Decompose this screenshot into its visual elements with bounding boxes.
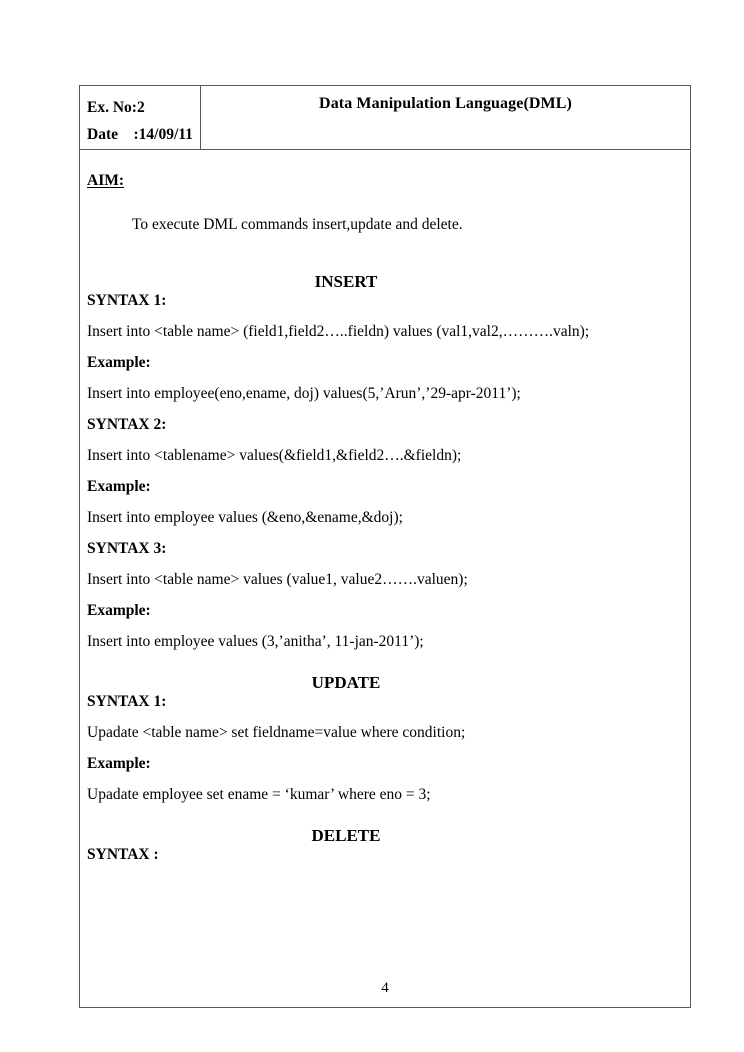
body-insert-example-3: Insert into employee values (3,’anitha’, 11-jan-2011’); bbox=[87, 633, 424, 650]
body-insert-example-2: Insert into employee values (&eno,&ename,&doj); bbox=[87, 509, 403, 526]
label-insert-example-2: Example: bbox=[87, 478, 151, 495]
page-number: 4 bbox=[381, 980, 389, 996]
body-update-syntax-1: Upadate <table name> set fieldname=value where condition; bbox=[87, 724, 466, 741]
label-update-example-1: Example: bbox=[87, 755, 151, 772]
label-update-syntax-1: SYNTAX 1: bbox=[87, 693, 167, 710]
section-heading-delete: DELETE bbox=[311, 826, 381, 845]
section-heading-insert: INSERT bbox=[314, 272, 378, 291]
experiment-date: Date :14/09/11 bbox=[87, 126, 193, 143]
body-insert-syntax-3: Insert into <table name> values (value1, value2…….valuen); bbox=[87, 571, 468, 588]
label-delete-syntax: SYNTAX : bbox=[87, 846, 159, 863]
document-body bbox=[80, 150, 690, 1007]
label-insert-example-3: Example: bbox=[87, 602, 151, 619]
experiment-number: Ex. No:2 bbox=[87, 99, 145, 116]
header-cell-title bbox=[201, 86, 690, 149]
header-cell-experiment-info bbox=[80, 86, 201, 149]
document-frame bbox=[79, 85, 691, 1008]
body-insert-syntax-2: Insert into <tablename> values(&field1,&field2….&fieldn); bbox=[87, 447, 462, 464]
body-insert-syntax-1: Insert into <table name> (field1,field2…..fieldn) values (val1,val2,……….valn); bbox=[87, 323, 590, 340]
header-row bbox=[80, 86, 690, 150]
section-heading-update: UPDATE bbox=[311, 673, 381, 692]
label-insert-syntax-1: SYNTAX 1: bbox=[87, 292, 167, 309]
label-insert-example-1: Example: bbox=[87, 354, 151, 371]
aim-text: To execute DML commands insert,update and delete. bbox=[132, 216, 463, 233]
aim-label bbox=[87, 172, 124, 190]
label-insert-syntax-3: SYNTAX 3: bbox=[87, 540, 167, 557]
aim-label-text: AIM bbox=[87, 172, 119, 189]
body-insert-example-1: Insert into employee(eno,ename, doj) values(5,’Arun’,’29-apr-2011’); bbox=[87, 385, 521, 402]
page-title: Data Manipulation Language(DML) bbox=[319, 95, 572, 112]
body-update-example-1: Upadate employee set ename = ‘kumar’ where eno = 3; bbox=[87, 786, 431, 803]
aim-label-colon: : bbox=[118, 172, 125, 189]
label-insert-syntax-2: SYNTAX 2: bbox=[87, 416, 167, 433]
